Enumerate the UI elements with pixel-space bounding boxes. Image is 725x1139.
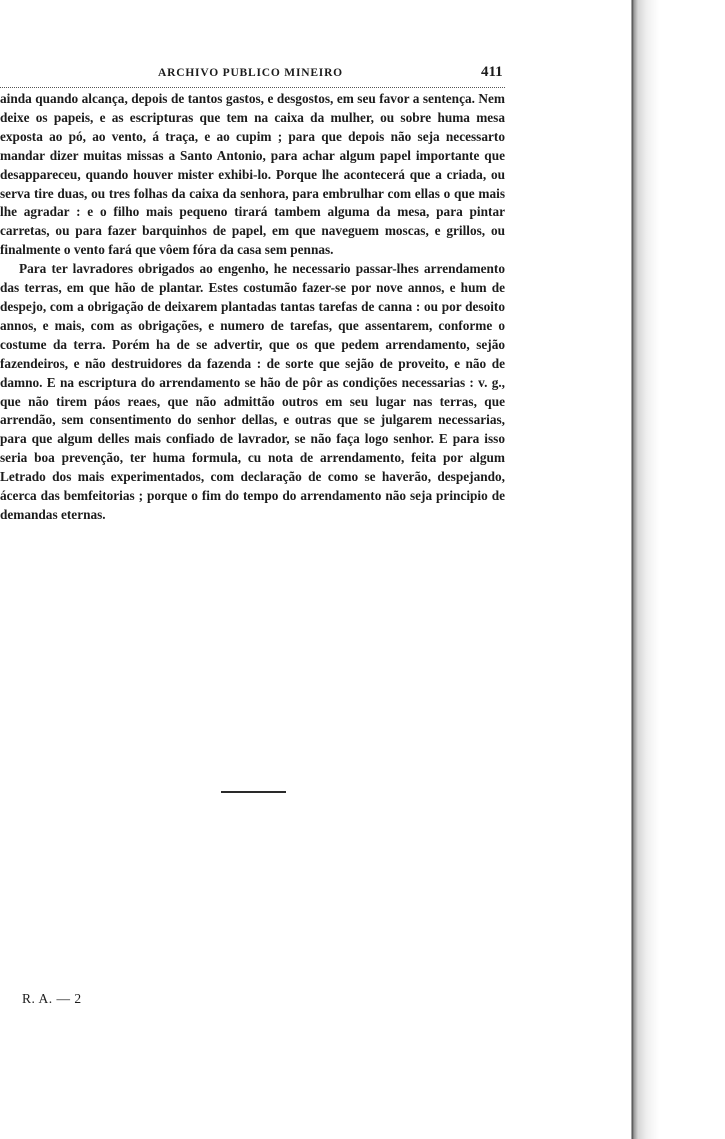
running-head	[0, 64, 505, 86]
scan-margin-shadow	[629, 0, 725, 1139]
paragraph-continued: ainda quando alcança, depois de tantos gastos, e desgostos, em seu favor a sentença. Nem deixe os papeis, e as escripturas que tem na caixa da mulher, ou sobre huma mesa exposta ao pó, ao vento, á traça, e ao cupim ; para que depois não seja necessarto mandar dizer muitas missas a Santo Antonio, para achar algum papel importante que desappareceu, quando houver mister exhibi-lo. Porque lhe acontecerá que a criada, ou serva tire duas, ou tres folhas da caixa da senhora, para embrulhar com ellas o que mais lhe agradar : e o filho mais pequeno tirará tambem alguma da mesa, para pintar carretas, ou para fazer barquinhos de papel, em que naveguem moscas, e grillos, ou finalmente o vento fará que vôem fóra da casa sem pennas.	[0, 91, 505, 258]
signature-mark: R. A. — 2	[22, 991, 82, 1006]
paragraph-lavradores: Para ter lavradores obrigados ao engenho, he necessario passar-lhes arrendamento das terras, em que hão de plantar. Estes costumão fazer-se por nove annos, e hum de despejo, com a obrigação de deixarem plantadas tantas tarefas de canna : ou por desoito annos, e mais, com as obrigações, e numero de tarefas, que assentarem, conforme o costume da terra. Porém ha de se advertir, que os que pedem arrendamento, sejão fazendeiros, e não destruidores da fazenda : de sorte que sejão de proveito, e não de damno. E na escriptura do arrendamento se hão de pôr as condições necessarias : v. g., que não tirem páos reaes, que não admittão outros em seu lugar nas terras, que arrendão, sem consentimento do senhor dellas, e outras que se julgarem necessarias, para que algum delles mais confiado de lavrador, se não faça logo senhor. E para isso seria boa prevenção, ter huma formula, cu nota de arrendamento, feita por algum Letrado dos mais experimentados, com declaração de como se haverão, despejando, ácerca das bemfeitorias ; porque o fim do tempo do arrendamento não seja principio de demandas eternas.	[0, 261, 505, 522]
body-text	[0, 90, 505, 525]
page-number: 411	[481, 64, 503, 80]
running-title: ARCHIVO PUBLICO MINEIRO	[158, 67, 343, 79]
header-rule	[0, 87, 505, 88]
section-end-rule	[221, 791, 286, 793]
